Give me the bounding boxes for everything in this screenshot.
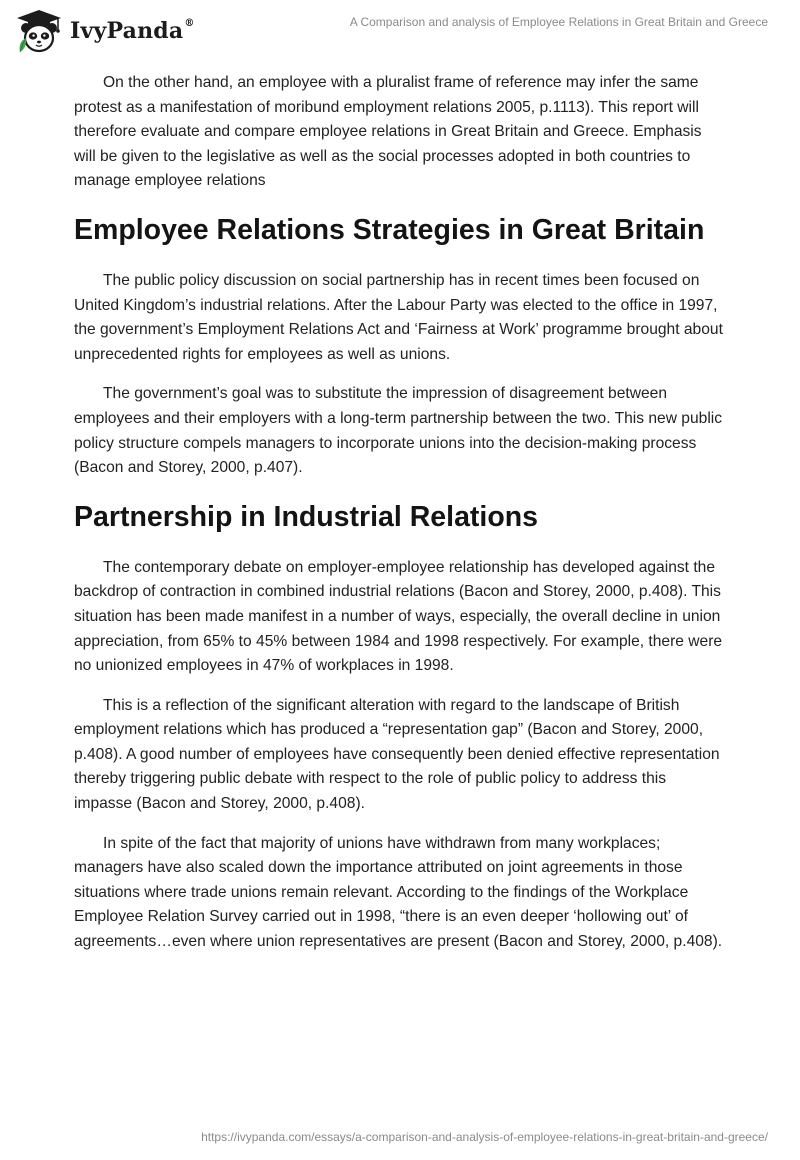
document-title: A Comparison and analysis of Employee Relations in Great Britain and Greece <box>349 15 768 29</box>
paragraph: In spite of the fact that majority of unions have withdrawn from many workplaces; managers have also scaled down the importance attributed on joint agreements in those situations where trade unions remain relevant. According to the findings of the Workplace Employee Relation Survey carried out in 1998, “there is an even deeper ‘hollowing out’ of agreements…even where union representatives are present (Bacon and Storey, 2000, p.408). <box>74 834 723 951</box>
panda-graduate-icon <box>14 8 64 54</box>
section-heading-great-britain: Employee Relations Strategies in Great Britain <box>74 213 705 246</box>
source-url[interactable]: https://ivypanda.com/essays/a-comparison-and-analysis-of-employee-relations-in-great-britain-and-greece/ <box>201 1130 768 1144</box>
essay-body <box>74 71 726 970</box>
paragraph: The contemporary debate on employer-employee relationship has developed against the backdrop of contraction in combined industrial relations (Bacon and Storey, 2000, p.408). This situation has been made manifest in a number of ways, especially, the overall decline in union appreciation, from 65% to 45% between 1984 and 1998 respectively. For example, there were no unionized employees in 47% of workplaces in 1998. <box>74 558 723 675</box>
brand-name <box>70 18 195 44</box>
intro-paragraph: On the other hand, an employee with a pluralist frame of reference may infer the same protest as a manifestation of moribund employment relations 2005, p.1113). This report will therefore evaluate and compare employee relations in Great Britain and Greece. Emphasis will be given to the legislative as well as the social processes adopted in both countries to manage employee relations <box>74 74 702 190</box>
brand-name-text: IvyPanda <box>70 18 184 44</box>
paragraph: This is a reflection of the significant alteration with regard to the landscape of British employment relations which has produced a “representation gap” (Bacon and Storey, 2000, p.408). A good number of employees have consequently been denied effective representation thereby triggering public debate with respect to the role of public policy to address this impasse (Bacon and Storey, 2000, p.408). <box>74 696 720 813</box>
page-header <box>0 0 800 62</box>
section-heading-partnership: Partnership in Industrial Relations <box>74 500 539 533</box>
ivypanda-logo[interactable] <box>14 8 214 54</box>
paragraph: The government’s goal was to substitute the impression of disagreement between employees and their employers with a long-term partnership between the two. This new public policy structure compels managers to incorporate unions into the decision-making process (Bacon and Storey, 2000, p.407). <box>74 385 723 477</box>
paragraph: The public policy discussion on social partnership has in recent times been focused on United Kingdom’s industrial relations. After the Labour Party was elected to the office in 1997, the government’s Employment Relations Act and ‘Fairness at Work’ programme brought about unprecedented rights for employees as well as unions. <box>74 271 723 363</box>
registered-mark: ® <box>184 17 195 29</box>
